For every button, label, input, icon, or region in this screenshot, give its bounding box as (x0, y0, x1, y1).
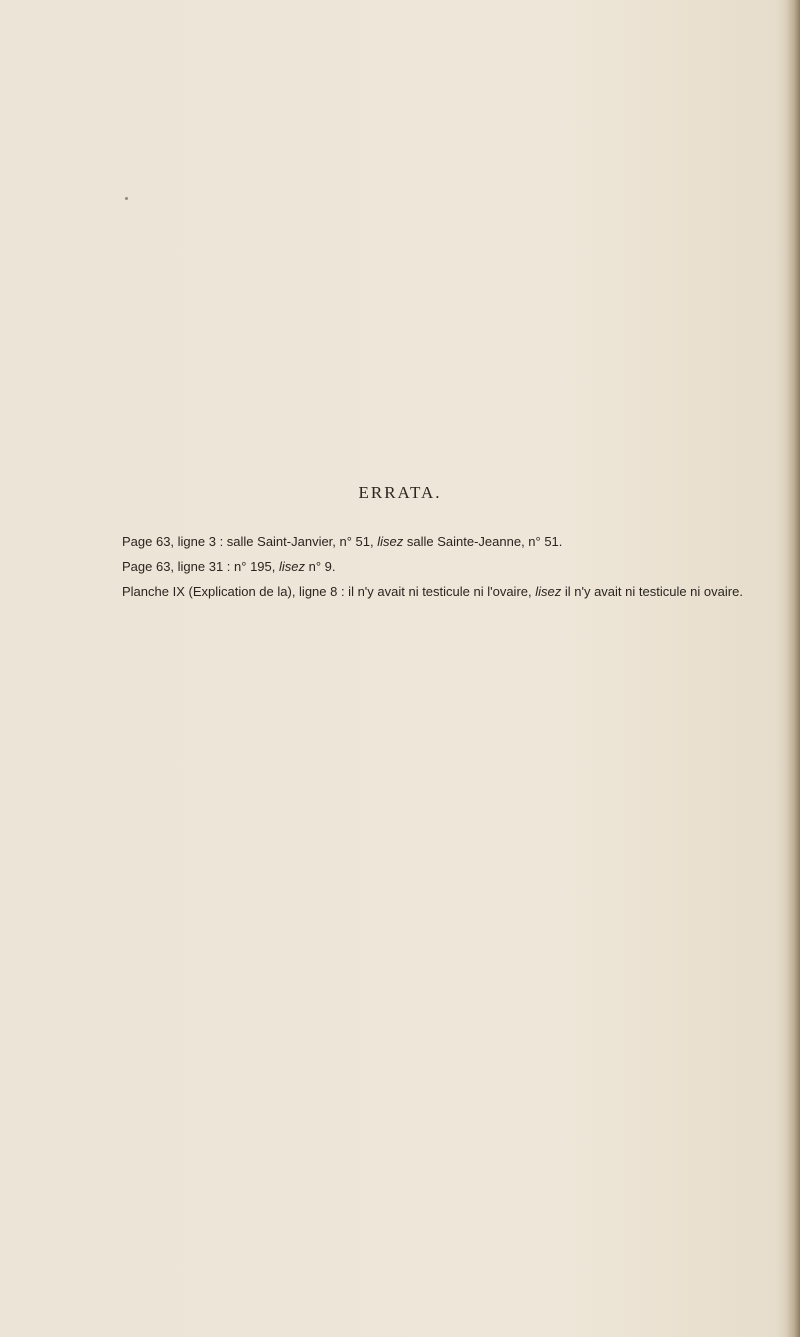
entry-text: Planche IX (Explication de la), ligne 8 : il n'y avait ni testicule ni l'ovaire, (122, 584, 536, 599)
errata-entry (122, 532, 770, 551)
page-title: ERRATA. (358, 483, 442, 502)
entry-correction: n° 9. (305, 559, 336, 574)
entry-text: Page 63, ligne 3 : salle Saint-Janvier, n° 51, (122, 534, 378, 549)
lisez-word: lisez (535, 584, 562, 599)
entry-correction: salle Sainte-Jeanne, n° 51. (403, 534, 563, 549)
page-edge-shadow (786, 0, 800, 1337)
lisez-word: lisez (377, 534, 404, 549)
entry-text: Page 63, ligne 31 : n° 195, (122, 559, 279, 574)
errata-list (122, 532, 770, 607)
errata-entry (122, 557, 770, 576)
entry-correction: il n'y avait ni testicule ni ovaire. (561, 584, 743, 599)
ink-speck (125, 197, 128, 200)
errata-entry (122, 582, 770, 601)
lisez-word: lisez (278, 559, 305, 574)
